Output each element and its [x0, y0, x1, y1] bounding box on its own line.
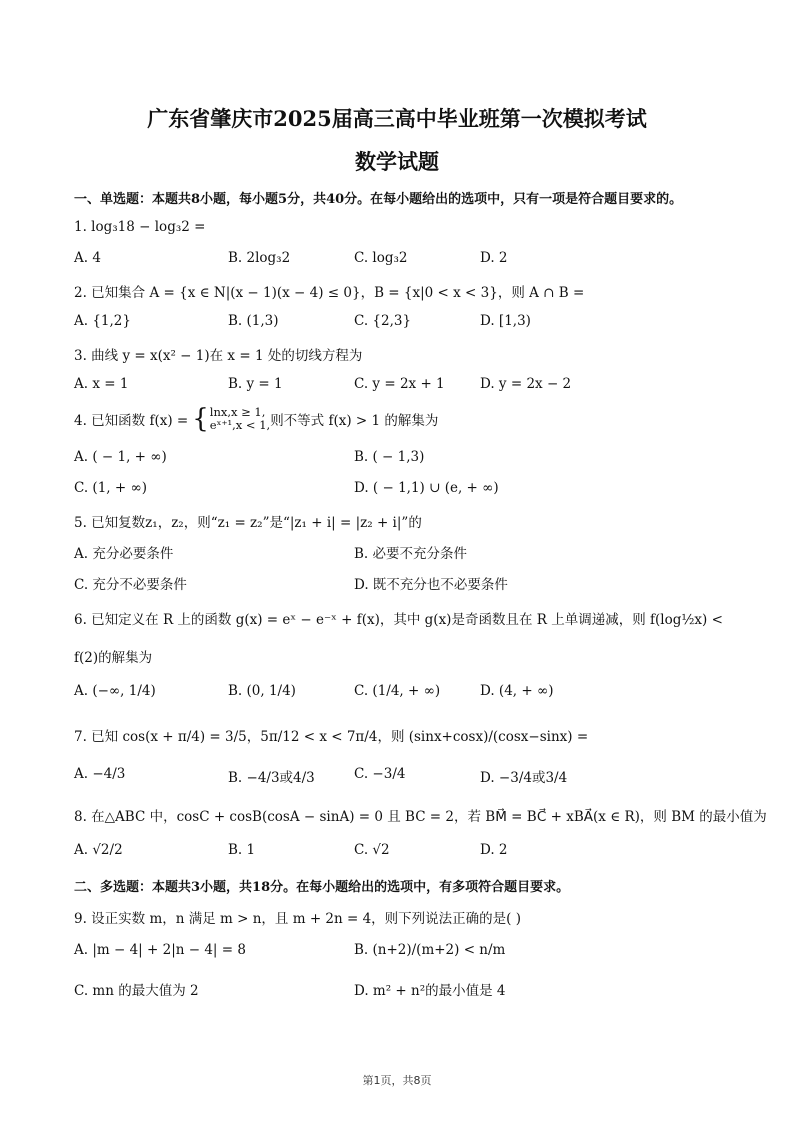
q6-option-a: A. (−∞, 1/4) — [74, 683, 156, 699]
q1-option-d: D. 2 — [480, 250, 508, 266]
q6-option-d: D. (4, + ∞) — [480, 683, 554, 699]
q9-option-c: C. mn 的最大值为 2 — [74, 983, 199, 999]
q5-option-c: C. 充分不必要条件 — [74, 577, 187, 593]
q5-option-d: D. 既不充分也不必要条件 — [354, 577, 508, 593]
q9-option-a: A. |m − 4| + 2|n − 4| = 8 — [74, 942, 246, 958]
q6-stem-continued: f(2)的解集为 — [74, 650, 153, 666]
q4-option-b: B. ( − 1,3) — [354, 449, 425, 465]
q2-option-b: B. (1,3) — [228, 313, 279, 329]
q6-option-b: B. (0, 1/4) — [228, 683, 296, 699]
q6-stem: 6. 已知定义在 R 上的函数 g(x) = eˣ − e⁻ˣ + f(x)，其中 g(x)是奇函数且在 R 上单调递减，则 f(log½x) < — [74, 612, 723, 628]
q4-stem-post: 则不等式 f(x) > 1 的解集为 — [270, 413, 439, 429]
q4-option-c: C. (1, + ∞) — [74, 480, 147, 496]
brace-symbol: { — [192, 404, 209, 434]
q7-option-c: C. −3/4 — [354, 766, 406, 782]
q3-stem: 3. 曲线 y = x(x² − 1)在 x = 1 处的切线方程为 — [74, 348, 363, 364]
q4-piecewise — [210, 406, 270, 432]
q1-option-c: C. log₃2 — [354, 250, 408, 266]
page-number: 第1页，共8页 — [362, 1074, 432, 1087]
q3-option-d: D. y = 2x − 2 — [480, 376, 572, 392]
section-multiple-choice: 二、多选题：本题共3小题，共18分。在每小题给出的选项中，有多项符合题目要求。 — [74, 880, 570, 895]
q8-option-a: A. √2/2 — [74, 842, 123, 858]
q4-case-1: lnx,x ≥ 1, — [209, 405, 266, 419]
q2-option-c: C. {2,3} — [354, 313, 412, 329]
q1-stem: 1. log₃18 − log₃2 = — [74, 219, 206, 235]
q4-stem-pre: 4. 已知函数 f(x) = — [74, 413, 189, 429]
q2-stem: 2. 已知集合 A = {x ∈ N|(x − 1)(x − 4) ≤ 0}，B = {x|0 < x < 3}，则 A ∩ B = — [74, 285, 585, 301]
q5-option-a: A. 充分必要条件 — [74, 546, 174, 562]
q4-option-a: A. ( − 1, + ∞) — [74, 449, 167, 465]
q4-case-2: eˣ⁺¹,x < 1, — [209, 418, 271, 432]
q2-option-d: D. [1,3) — [480, 313, 531, 329]
q3-option-b: B. y = 1 — [228, 376, 283, 392]
q7-option-d: D. −3/4或3/4 — [480, 770, 568, 786]
q4-option-d: D. ( − 1,1) ∪ (e, + ∞) — [354, 480, 499, 496]
exam-title: 广东省肇庆市2025届高三高中毕业班第一次模拟考试 — [147, 106, 647, 131]
q8-option-c: C. √2 — [354, 842, 390, 858]
q7-option-a: A. −4/3 — [74, 766, 126, 782]
q7-option-b: B. −4/3或4/3 — [228, 770, 315, 786]
q6-option-c: C. (1/4, + ∞) — [354, 683, 441, 699]
q8-stem: 8. 在△ABC 中，cosC + cosB(cosA − sinA) = 0 且 BC = 2，若 BM⃗ = BC⃗ + xBA⃗(x ∈ R)，则 BM 的最小值为 — [74, 809, 767, 825]
q2-option-a: A. {1,2} — [74, 313, 131, 329]
q5-option-b: B. 必要不充分条件 — [354, 546, 468, 562]
q4-stem — [74, 406, 438, 432]
q9-option-d: D. m² + n²的最小值是 4 — [354, 983, 506, 999]
q3-option-a: A. x = 1 — [74, 376, 129, 392]
q1-option-a: A. 4 — [74, 250, 101, 266]
q9-option-b: B. (n+2)/(m+2) < n/m — [354, 942, 506, 958]
q3-option-c: C. y = 2x + 1 — [354, 376, 445, 392]
q8-option-b: B. 1 — [228, 842, 256, 858]
q5-stem: 5. 已知复数z₁，z₂，则“z₁ = z₂”是“|z₁ + i| = |z₂ + i|”的 — [74, 515, 422, 531]
q7-stem: 7. 已知 cos(x + π/4) = 3/5，5π/12 < x < 7π/4，则 (sinx+cosx)/(cosx−sinx) = — [74, 729, 589, 745]
exam-subtitle: 数学试题 — [355, 149, 439, 174]
section-single-choice: 一、单选题：本题共8小题，每小题5分，共40分。在每小题给出的选项中，只有一项是符合题目要求的。 — [74, 192, 683, 207]
q9-stem: 9. 设正实数 m，n 满足 m > n，且 m + 2n = 4，则下列说法正确的是( ) — [74, 911, 522, 927]
q1-option-b: B. 2log₃2 — [228, 250, 291, 266]
q8-option-d: D. 2 — [480, 842, 508, 858]
